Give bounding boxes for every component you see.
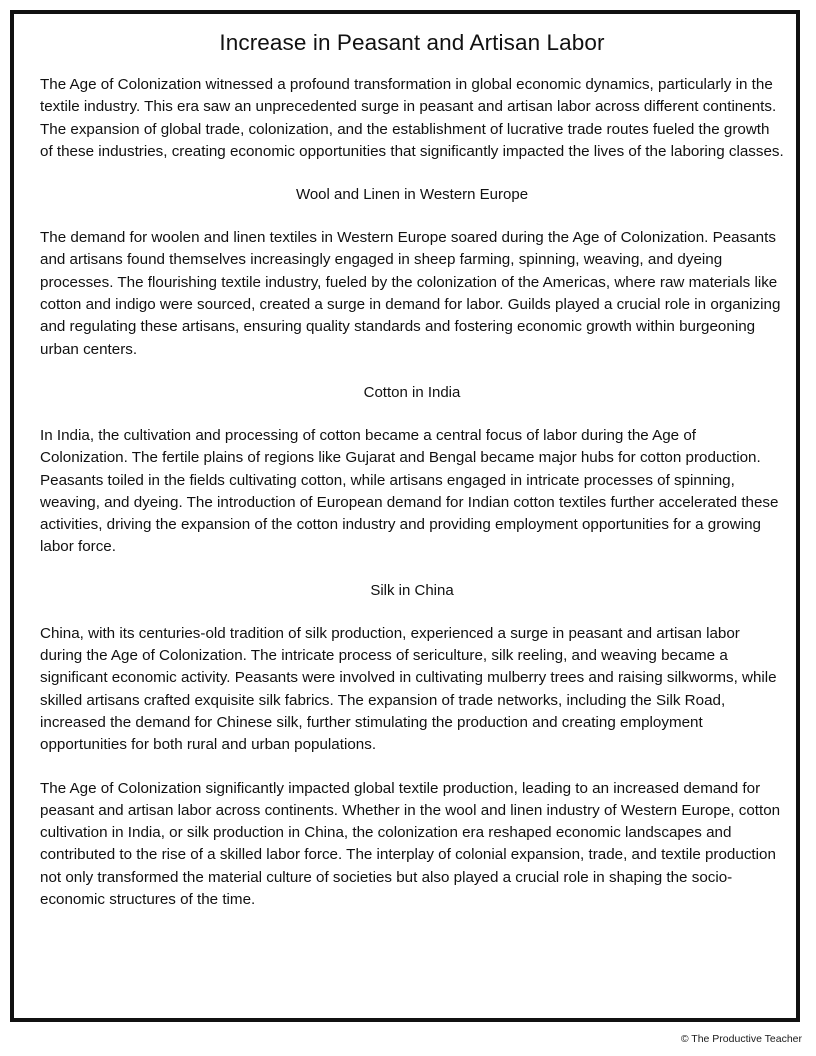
section-body-wool-and-linen: The demand for woolen and linen textiles in Western Europe soared during the Age of Colonization. Peasants and artisans found themselves increasingly engaged in sheep farming, spinning, weaving, and dyeing processes. The flourishing textile industry, fueled by the colonization of the Americas, where raw materials like cotton and indigo were sourced, created a surge in demand for labor. Guilds played a crucial role in organizing and regulating these artisans, ensuring quality standards and fostering economic growth within burgeoning urban centers. bbox=[40, 229, 781, 358]
conclusion-paragraph: The Age of Colonization significantly impacted global textile production, leading to an increased demand for peasant and artisan labor across continents. Whether in the wool and linen industry of Western Europe, cotton cultivation in India, or silk production in China, the colonization era reshaped economic landscapes and contributed to the rise of a skilled labor force. The interplay of colonial expansion, trade, and textile production not only transformed the material culture of societies but also played a crucial role in shaping the socio-economic structures of the time. bbox=[40, 779, 781, 909]
intro-paragraph: The Age of Colonization witnessed a profound transformation in global economic dynamics, particularly in the textile industry. This era saw an unprecedented surge in peasant and artisan labor across different continents. The expansion of global trade, colonization, and the establishment of lucrative trade routes fueled the growth of these industries, creating economic opportunities that significantly impacted the lives of the laboring classes. bbox=[40, 76, 784, 160]
section-heading-cotton-in-india: Cotton in India bbox=[363, 383, 461, 401]
document-content bbox=[40, 28, 784, 911]
section-heading-silk-in-china: Silk in China bbox=[370, 581, 454, 599]
page-border-frame bbox=[10, 10, 800, 1022]
page-title: Increase in Peasant and Artisan Labor bbox=[219, 30, 605, 55]
section-heading-wool-and-linen: Wool and Linen in Western Europe bbox=[295, 186, 529, 204]
section-body-cotton-in-india: In India, the cultivation and processing of cotton became a central focus of labor during the Age of Colonization. The fertile plains of regions like Gujarat and Bengal became major hubs for cotton production. Peasants toiled in the fields cultivating cotton, while artisans engaged in intricate processes of spinning, weaving, and dyeing. The introduction of European demand for Indian cotton textiles further accelerated these activities, driving the expansion of the cotton industry and providing employment opportunities for a growing labor force. bbox=[40, 426, 779, 556]
section-body-silk-in-china: China, with its centuries-old tradition of silk production, experienced a surge in peasant and artisan labor during the Age of Colonization. The intricate process of sericulture, silk reeling, and weaving became a significant economic activity. Peasants were involved in cultivating mulberry trees and raising silkworms, while skilled artisans crafted exquisite silk fabrics. The expansion of trade networks, including the Silk Road, increased the demand for Chinese silk, further stimulating the production and creating employment opportunities for both rural and urban populations. bbox=[40, 624, 777, 754]
footer-copyright-credit: © The Productive Teacher bbox=[680, 1033, 802, 1045]
